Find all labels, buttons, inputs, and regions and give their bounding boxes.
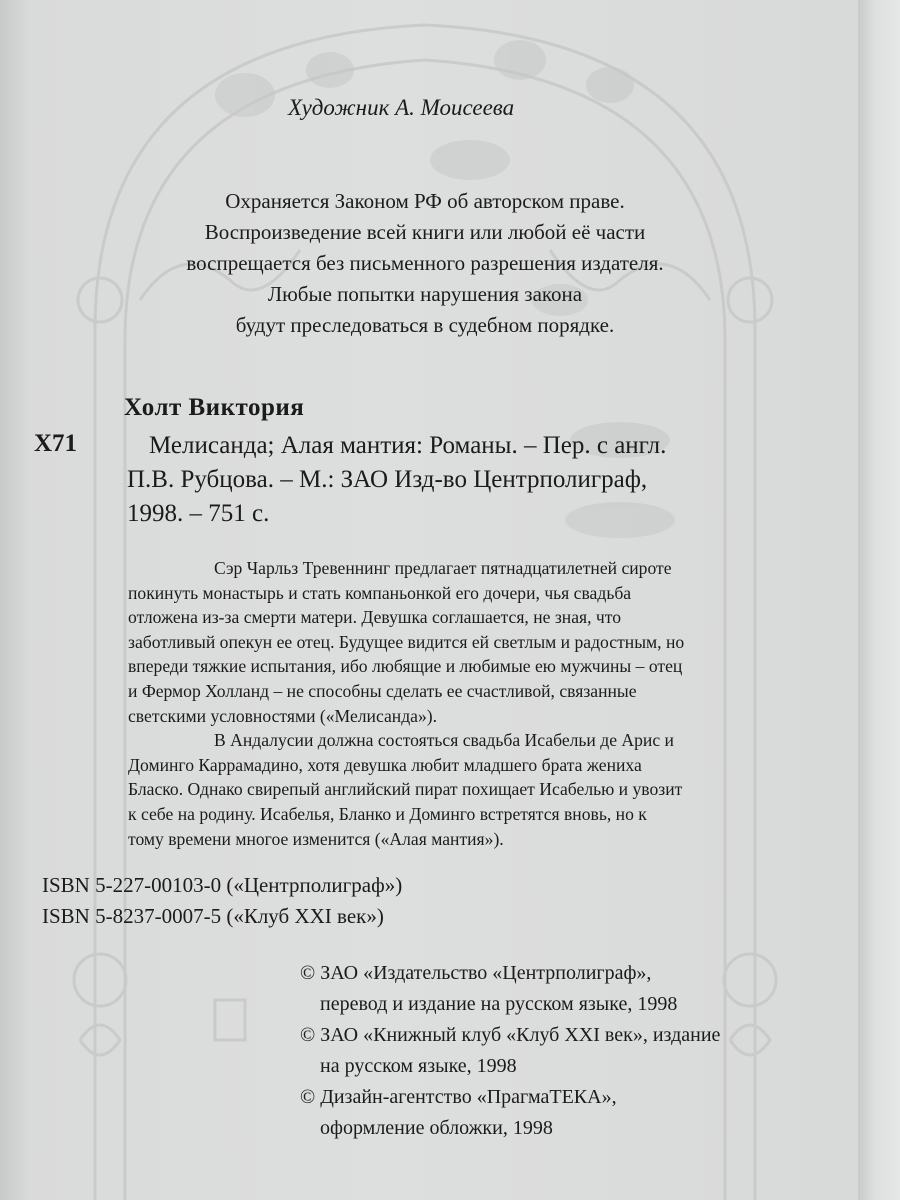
rights-line: оформление обложки, 1998: [320, 1117, 553, 1139]
rights-line: © ЗАО «Книжный клуб «Клуб XXI век», издание: [300, 1024, 721, 1046]
annotation-line: заботливый опекун ее отец. Будущее видится ей светлым и радостным, но: [128, 631, 685, 652]
biblio-line: Мелисанда; Алая мантия: Романы. – Пер. с англ.: [149, 432, 667, 459]
classification-code: Х71: [34, 430, 78, 457]
copyright-notice: [140, 186, 710, 341]
annotation-line: Доминго Каррамадино, хотя девушка любит младшего брата жениха: [128, 754, 642, 775]
biblio-line: 1998. – 751 с.: [127, 500, 270, 527]
isbn-line: ISBN 5-227-00103-0 («Центрполиграф»): [42, 873, 403, 897]
notice-line: Воспроизведение всей книги или любой её части: [204, 220, 646, 244]
annotation-line: Бласко. Однако свирепый английский пират похищает Исабелью и увозит: [128, 779, 683, 800]
annotation: [128, 556, 804, 851]
annotation-line: тому времени многое изменится («Алая мантия»).: [128, 828, 504, 849]
notice-line: воспрещается без письменного разрешения издателя.: [186, 251, 664, 275]
isbn-line: ISBN 5-8237-0007-5 («Клуб XXI век»): [42, 904, 384, 928]
artist-credit: Художник А. Моисеева: [288, 95, 515, 120]
annotation-line: В Андалусии должна состояться свадьба Исабельи де Арис и: [214, 730, 674, 751]
annotation-line: и Фермор Холланд – не способны сделать ее счастливой, связанные: [128, 680, 637, 701]
notice-line: Любые попытки нарушения закона: [267, 282, 583, 306]
rights-line: © Дизайн-агентство «ПрагмаТЕКА»,: [300, 1086, 617, 1108]
author-heading: Холт Виктория: [124, 394, 305, 421]
notice-line: Охраняется Законом РФ об авторском праве.: [225, 189, 625, 213]
notice-line: будут преследоваться в судебном порядке.: [235, 313, 615, 337]
rights-line: перевод и издание на русском языке, 1998: [320, 993, 678, 1015]
bibliographic-record: [127, 429, 666, 531]
annotation-line: светскими условностями («Мелисанда»).: [128, 705, 438, 726]
isbn-block: [42, 870, 402, 932]
annotation-line: к себе на родину. Исабелья, Бланко и Доминго встретятся вновь, но к: [128, 803, 647, 824]
rights-block: [300, 958, 720, 1144]
annotation-line: отложена из-за смерти матери. Девушка соглашается, не зная, что: [128, 607, 622, 628]
biblio-line: П.В. Рубцова. – М.: ЗАО Изд-во Центрполиграф,: [127, 466, 648, 493]
annotation-line: впереди тяжкие испытания, ибо любящие и любимые ею мужчины – отец: [128, 656, 683, 677]
annotation-line: покинуть монастырь и стать компаньонкой его дочери, чья свадьба: [128, 582, 632, 603]
rights-line: на русском языке, 1998: [320, 1055, 517, 1077]
page-edge: [858, 0, 900, 1200]
annotation-line: Сэр Чарльз Тревеннинг предлагает пятнадцатилетней сироте: [214, 558, 672, 578]
rights-line: © ЗАО «Издательство «Центрполиграф»,: [300, 962, 652, 984]
